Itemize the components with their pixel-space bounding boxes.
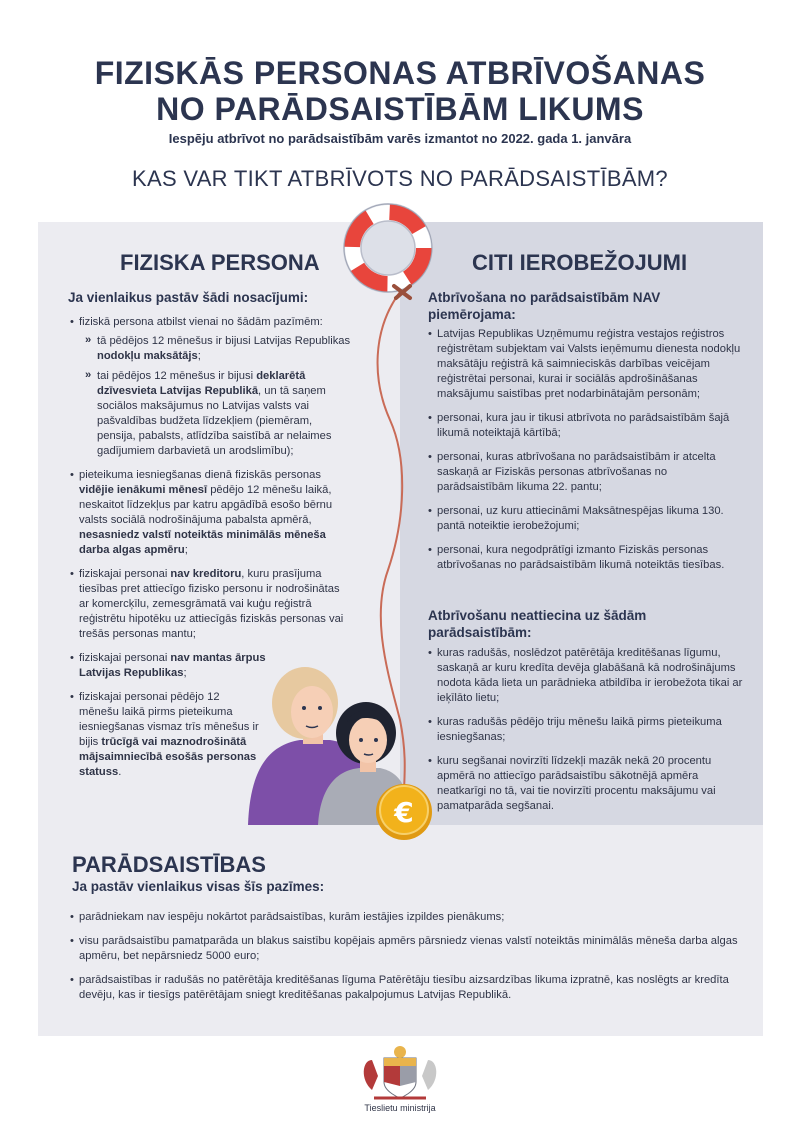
coat-of-arms-logo <box>364 1046 437 1098</box>
condition-item: • fiziskajai personai nav kreditoru, kuru prasījuma tiesības pret attiecīgo fizisko personu ir nodrošinātas ar komercķīlu, zemesgrāmatā vai kuģu reģistrā reģistrētu hipotēku uz attiecīgās fiziskās personas vai trešās personas mantu; <box>70 567 352 642</box>
left-heading: FIZISKA PERSONA <box>120 250 320 275</box>
excluded-item: • kuru segšanai novirzīti līdzekļi mazāk nekā 20 procentu apmērā no attiecīgo parādsaistību sākotnējā apmēra neatkarīgi no tā, vai tie novirzīti procentu maksājumu vai pamatparāda segšanai. <box>428 754 743 814</box>
condition-item: • fiziskā persona atbilst vienai no šādām pazīmēm: » tā pēdējos 12 mēnešus ir bijusi Latvijas Republikas nodokļu maksātājs; » tai pēdējos 12 mēnešus ir bijusi deklarētā dzīvesvieta Latvijas Republikā, un tā saņem sociālos maksājumus no Latvijas valsts vai pašvaldības budžeta līdzekļiem (piemēram, pensija, pabalsts, atlīdzība saistībā ar nelaimes gadījumiem darbavietā un arodslimību); <box>70 315 352 459</box>
debt-criterion: • parādsaistības ir radušās no patērētāja kreditēšanas līguma Patērētāju tiesību aizsardzības likuma izpratnē, kas noslēgts ar kredīta devēju, kas ir tiesīgs patērētājam sniegt kreditēšanas pakalpojumus Latvijas Republikā. <box>70 973 750 1003</box>
title-line-2: NO PARĀDSAISTĪBĀM LIKUMS <box>156 91 644 127</box>
euro-coin-icon <box>376 784 432 840</box>
excluded-debts-heading: Atbrīvošanu neattiecina uz šādām parādsaistībām: <box>428 608 647 640</box>
excluded-item: • kuras radušās pēdējo triju mēnešu laikā pirms pieteikuma iesniegšanas; <box>428 715 743 745</box>
right-heading: CITI IEROBEŽOJUMI <box>472 250 688 275</box>
main-question: KAS VAR TIKT ATBRĪVOTS NO PARĀDSAISTĪBĀM? <box>132 166 668 191</box>
restriction-item: • Latvijas Republikas Uzņēmumu reģistra vestajos reģistros reģistrētam subjektam vai Valsts ieņēmumu dienesta nodokļu maksātāju reģistrā kā saimnieciskās darbības veicējam reģistrētai personai, kurai ir sociālās apdrošināšanas maksājumu saistības pret nodarbinātajām personām; <box>428 327 743 402</box>
subtitle: Iespēju atbrīvot no parādsaistībām varēs izmantot no 2022. gada 1. janvāra <box>168 131 632 146</box>
excluded-debts-list <box>428 646 743 823</box>
ministry-label: Tieslietu ministrija <box>364 1103 436 1113</box>
condition-item: • fiziskajai personai nav mantas ārpus Latvijas Republikas; <box>70 651 270 681</box>
excluded-item: • kuras radušās, noslēdzot patērētāja kreditēšanas līgumu, saskaņā ar kuru kredīta devēja glabāšanā kā nodrošinājums nodota kāda lieta un parādnieka atbildība ir ierobežota tikai ar ieķīlāto lietu; <box>428 646 743 706</box>
condition-subitem: » tai pēdējos 12 mēnešus ir bijusi deklarētā dzīvesvieta Latvijas Republikā, un tā saņem sociālos maksājumus no Latvijas valsts vai pašvaldības budžeta līdzekļiem (piemēram, pensija, pabalsts, atlīdzība saistībā ar nelaimes gadījumiem darbavietā un arodslimību); <box>85 369 352 459</box>
restriction-item: • personai, kuras atbrīvošana no parādsaistībām ir atcelta saskaņā ar Fiziskās personas atbrīvošanas no parādsaistībām likuma 22. pantu; <box>428 450 743 495</box>
condition-item: • pieteikuma iesniegšanas dienā fiziskās personas vidējie ienākumi mēnesī pēdējo 12 mēnešu laikā, neskaitot līdzekļus par katru apgādībā esošo bērnu valsts sociālā nodrošinājuma pabalsta apmērā, nesasniedz valstī noteiktās minimālās mēneša darba algas apmēru; <box>70 468 352 558</box>
not-applicable-heading: Atbrīvošana no parādsaistībām NAV piemērojama: <box>428 290 661 322</box>
condition-item: • fiziskajai personai pēdējo 12 mēnešu laikā pirms pieteikuma iesniegšanas vismaz trīs mēnešus ir bijis trūcīgā vai maznodrošinātā mājsaimniecībā esošās personas statuss. <box>70 690 260 780</box>
title-line-1: FIZISKĀS PERSONAS ATBRĪVOŠANAS <box>94 55 706 91</box>
debt-criterion: • visu parādsaistību pamatparāda un blakus saistību kopējais apmērs pārsniedz vienas valstī noteiktās minimālās mēneša darba algas apmēru, bet nepārsniedz 5000 euro; <box>70 934 750 964</box>
debts-list <box>70 910 750 1012</box>
restriction-item: • personai, kura jau ir tikusi atbrīvota no parādsaistībām šajā likumā noteiktajā kārtībā; <box>428 411 743 441</box>
debts-subheading: Ja pastāv vienlaikus visas šīs pazīmes: <box>72 879 325 894</box>
condition-subitem: » tā pēdējos 12 mēnešus ir bijusi Latvijas Republikas nodokļu maksātājs; <box>85 334 352 364</box>
not-applicable-list <box>428 327 743 582</box>
lifebuoy-icon <box>344 204 432 298</box>
restriction-item: • personai, kura negodprātīgi izmanto Fiziskās personas atbrīvošanas no parādsaistībām likumā noteiktās tiesības. <box>428 543 743 573</box>
restriction-item: • personai, uz kuru attiecināmi Maksātnespējas likuma 130. pantā noteiktie ierobežojumi; <box>428 504 743 534</box>
debts-heading: PARĀDSAISTĪBAS <box>72 852 266 877</box>
debt-criterion: • parādniekam nav iespēju nokārtot parādsaistības, kurām iestājies izpildes pienākums; <box>70 910 750 925</box>
conditions-heading: Ja vienlaikus pastāv šādi nosacījumi: <box>68 290 309 305</box>
coin-symbol: € <box>394 796 414 829</box>
conditions-list <box>70 315 352 789</box>
